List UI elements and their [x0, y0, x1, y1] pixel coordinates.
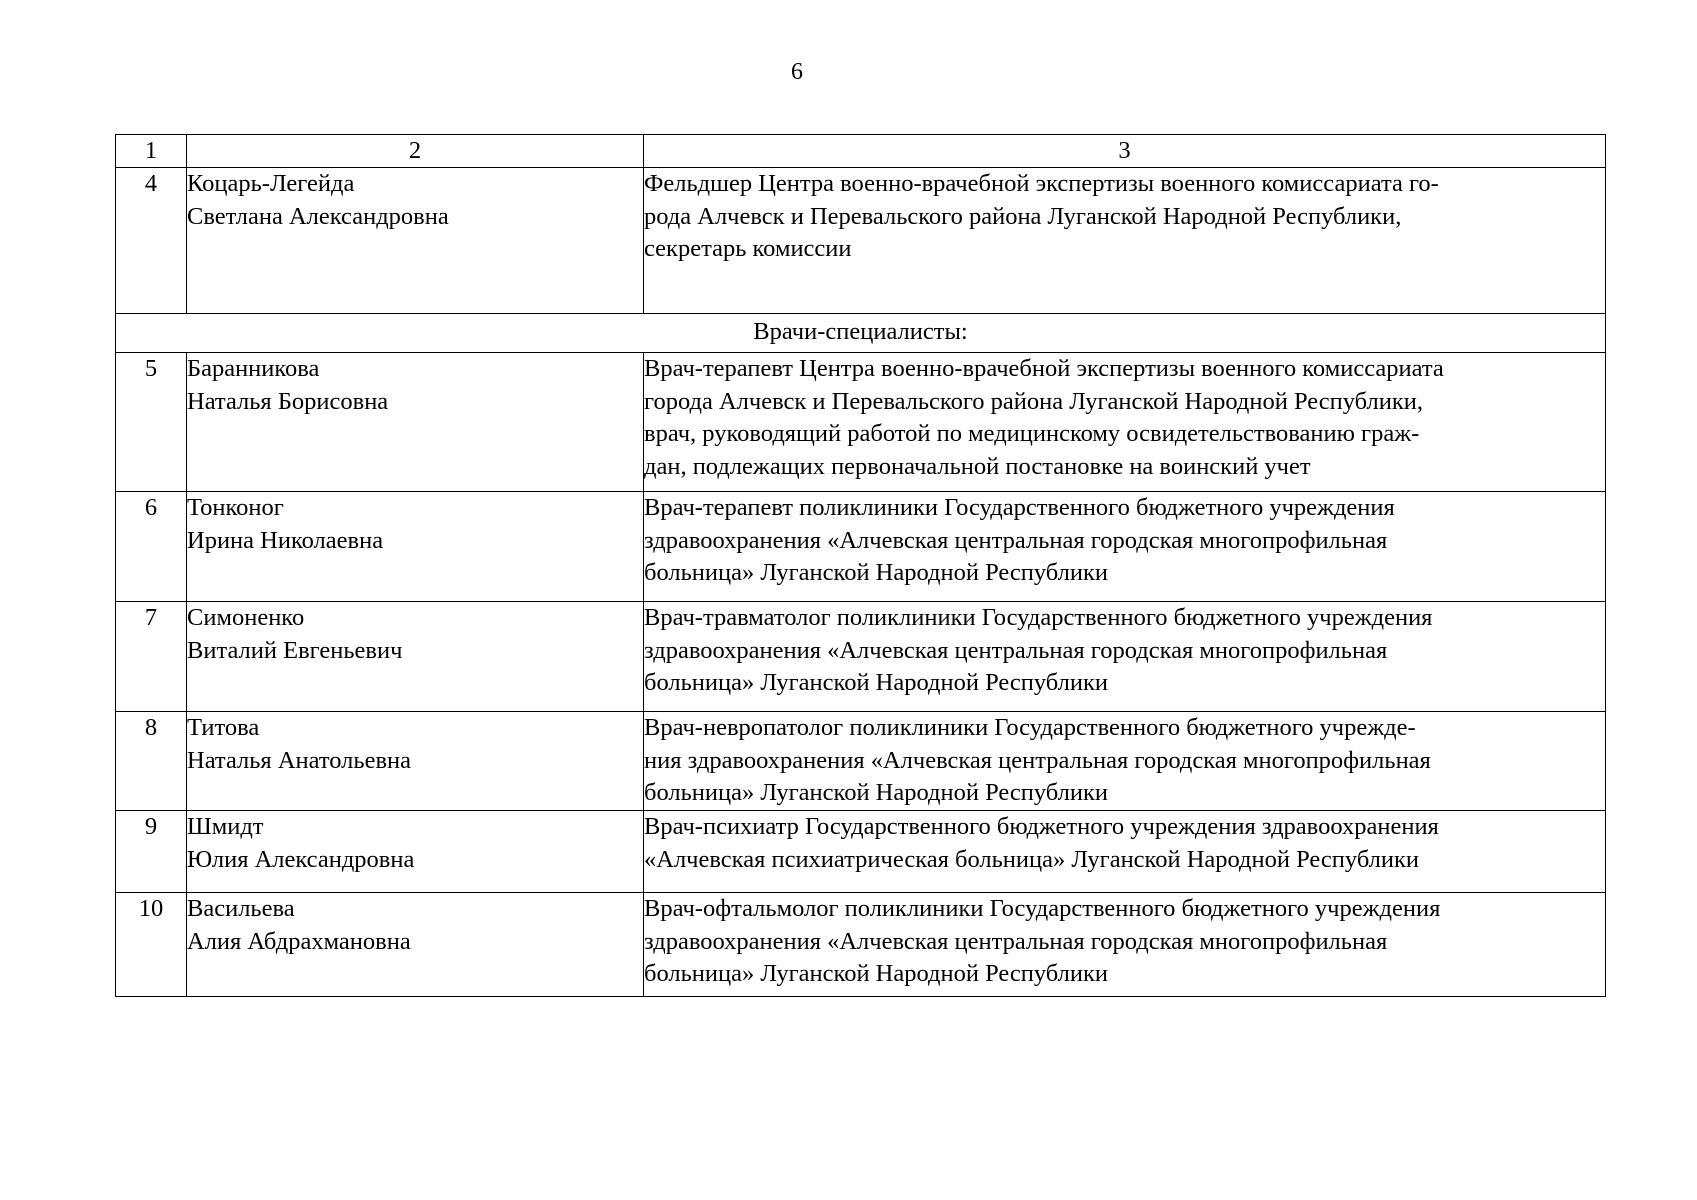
surname: Симоненко: [187, 604, 305, 631]
member-name: [187, 353, 644, 492]
row-number: 7: [116, 602, 187, 712]
given-name: Юлия Александровна: [187, 845, 415, 873]
position-line: здравоохранения «Алчевская центральная городская многопрофильная: [644, 927, 1388, 955]
column-header-1: 1: [116, 135, 187, 168]
position-line: больница» Луганской Народной Республики: [644, 669, 1109, 696]
table-row: [116, 712, 1606, 811]
column-header-2: 2: [187, 135, 644, 168]
position-line: больница» Луганской Народной Республики: [644, 559, 1109, 586]
position-line: Врач-травматолог поликлиники Государственного бюджетного учреждения: [644, 604, 1433, 631]
given-name: Виталий Евгеньевич: [187, 636, 403, 664]
position-line: Врач-терапевт Центра военно-врачебной экспертизы военного комиссариата: [644, 355, 1444, 382]
table-row: [116, 893, 1606, 997]
member-position: [644, 353, 1606, 492]
row-number: 10: [116, 893, 187, 997]
position-line: здравоохранения «Алчевская центральная городская многопрофильная: [644, 526, 1388, 554]
position-line: Врач-терапевт поликлиники Государственного бюджетного учреждения: [644, 494, 1395, 521]
position-line: Фельдшер Центра военно-врачебной экспертизы военного комиссариата го-: [644, 170, 1439, 197]
table-row: [116, 602, 1606, 712]
row-number: 8: [116, 712, 187, 811]
position-line: врач, руководящий работой по медицинскому освидетельствованию граж-: [644, 420, 1420, 447]
position-line: здравоохранения «Алчевская центральная городская многопрофильная: [644, 636, 1388, 664]
page-number: 6: [791, 59, 803, 85]
row-number: 4: [116, 168, 187, 314]
position-line: рода Алчевск и Перевальского района Луганской Народной Республики,: [644, 202, 1402, 230]
row-number: 9: [116, 811, 187, 893]
section-header-row: [116, 314, 1606, 353]
position-line: больница» Луганской Народной Республики: [644, 779, 1109, 806]
given-name: Алия Абдрахмановна: [187, 927, 411, 955]
row-number: 5: [116, 353, 187, 492]
member-position: [644, 168, 1606, 314]
member-name: [187, 492, 644, 602]
member-position: [644, 712, 1606, 811]
member-name: [187, 602, 644, 712]
member-name: [187, 893, 644, 997]
table-row: [116, 168, 1606, 314]
position-line: Врач-психиатр Государственного бюджетного учреждения здравоохранения: [644, 813, 1439, 840]
position-line: ния здравоохранения «Алчевская центральная городская многопрофильная: [644, 746, 1431, 774]
given-name: Светлана Александровна: [187, 202, 449, 230]
member-name: [187, 811, 644, 893]
commission-table: [115, 134, 1606, 997]
member-position: [644, 893, 1606, 997]
column-number-row: [116, 135, 1606, 168]
table-row: [116, 811, 1606, 893]
given-name: Ирина Николаевна: [187, 526, 384, 554]
position-line: «Алчевская психиатрическая больница» Луганской Народной Республики: [644, 845, 1420, 873]
table-row: [116, 492, 1606, 602]
position-line: города Алчевск и Перевальского района Луганской Народной Республики,: [644, 387, 1424, 415]
surname: Титова: [187, 714, 260, 741]
member-position: [644, 602, 1606, 712]
member-name: [187, 168, 644, 314]
section-title: Врачи-специалисты:: [116, 314, 1606, 353]
table-row: [116, 353, 1606, 492]
member-position: [644, 811, 1606, 893]
position-line: Врач-невропатолог поликлиники Государственного бюджетного учрежде-: [644, 714, 1416, 741]
given-name: Наталья Анатольевна: [187, 746, 412, 774]
surname: Тонконог: [187, 494, 284, 521]
surname: Васильева: [187, 895, 295, 922]
member-name: [187, 712, 644, 811]
column-header-3: 3: [644, 135, 1606, 168]
position-line: дан, подлежащих первоначальной постановке на воинский учет: [644, 452, 1311, 480]
position-line: больница» Луганской Народной Республики: [644, 960, 1109, 987]
member-position: [644, 492, 1606, 602]
position-line: секретарь комиссии: [644, 235, 852, 262]
row-number: 6: [116, 492, 187, 602]
surname: Шмидт: [187, 813, 264, 840]
position-line: Врач-офтальмолог поликлиники Государственного бюджетного учреждения: [644, 895, 1441, 922]
given-name: Наталья Борисовна: [187, 387, 389, 415]
surname: Коцарь-Легейда: [187, 170, 355, 197]
surname: Баранникова: [187, 355, 320, 382]
